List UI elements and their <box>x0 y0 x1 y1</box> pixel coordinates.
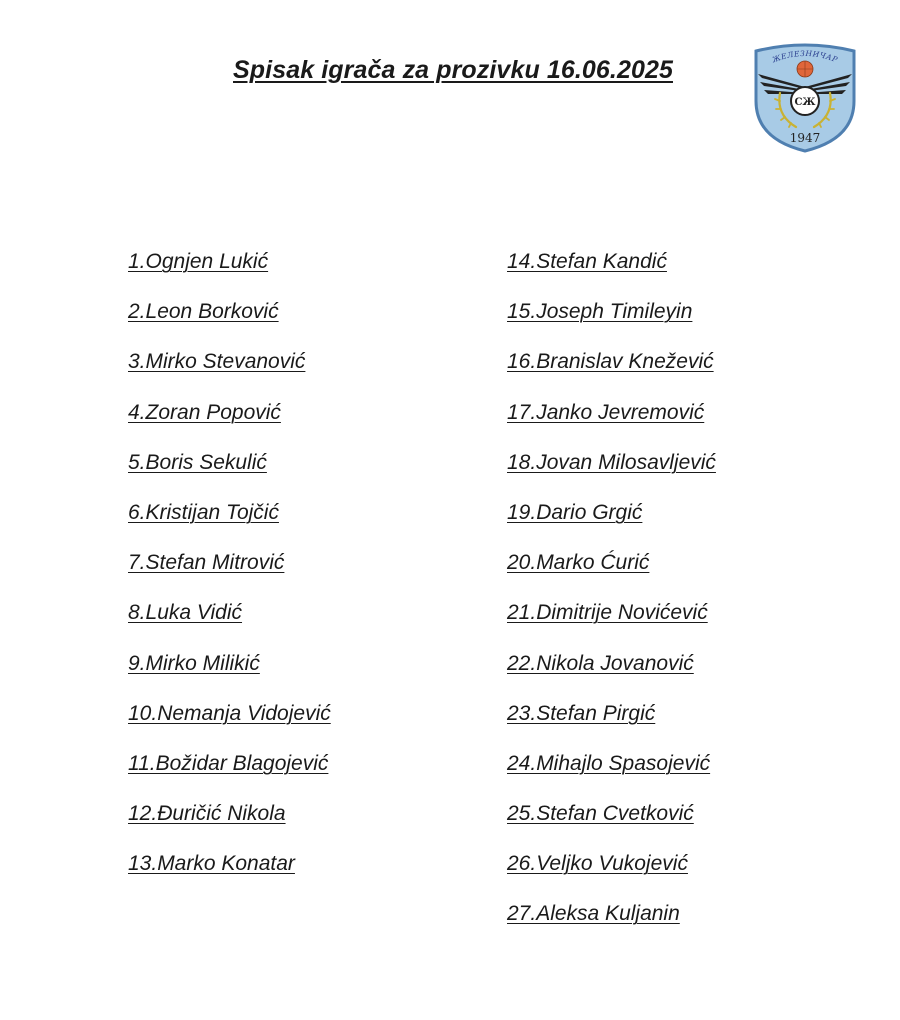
player-list-left <box>128 250 331 902</box>
player-list-item: 13.Marko Konatar <box>128 852 295 876</box>
player-list-item: 3.Mirko Stevanović <box>128 350 306 374</box>
page-title: Spisak igrača za prozivku 16.06.2025 <box>233 56 673 84</box>
player-list-item: 4.Zoran Popović <box>128 400 281 424</box>
player-list-item: 5.Boris Sekulić <box>128 450 267 474</box>
player-list-item: 25.Stefan Cvetković <box>507 802 694 826</box>
crest-year: 1947 <box>789 131 821 145</box>
player-list-item: 2.Leon Borković <box>128 300 279 324</box>
player-list-item: 1.Ognjen Lukić <box>128 250 269 273</box>
player-list-item: 22.Nikola Jovanović <box>507 651 694 675</box>
player-list-item: 12.Đuričić Nikola <box>128 802 286 826</box>
player-list-item: 17.Janko Jevremović <box>507 400 705 424</box>
player-list-item: 14.Stefan Kandić <box>507 250 667 273</box>
player-list-item: 7.Stefan Mitrović <box>128 551 285 575</box>
player-list-item: 27.Aleksa Kuljanin <box>507 902 680 926</box>
player-list-item: 19.Dario Grgić <box>507 500 643 524</box>
player-list-item: 8.Luka Vidić <box>128 601 243 625</box>
crest-top-text: ЖЕЛЕЗНИЧАР <box>770 48 840 65</box>
crest-initials: СЖ <box>794 97 816 108</box>
player-list-item: 24.Mihajlo Spasojević <box>507 751 711 775</box>
player-list-item: 15.Joseph Timileyin <box>507 300 693 324</box>
player-list-item: 6.Kristijan Tojčić <box>128 500 279 524</box>
player-list-item: 16.Branislav Knežević <box>507 350 714 374</box>
player-list-item: 18.Jovan Milosavljević <box>507 450 716 474</box>
player-list-item: 26.Veljko Vukojević <box>507 852 688 876</box>
player-list-item: 23.Stefan Pirgić <box>507 701 656 725</box>
player-list-item: 11.Božidar Blagojević <box>128 751 329 775</box>
player-list-item: 20.Marko Ćurić <box>507 551 650 575</box>
player-list-item: 21.Dimitrije Novićević <box>507 601 708 625</box>
player-list-item: 9.Mirko Milikić <box>128 651 260 675</box>
player-list-right <box>507 250 716 953</box>
player-list-item: 10.Nemanja Vidojević <box>128 701 331 725</box>
club-crest-logo <box>750 41 860 153</box>
